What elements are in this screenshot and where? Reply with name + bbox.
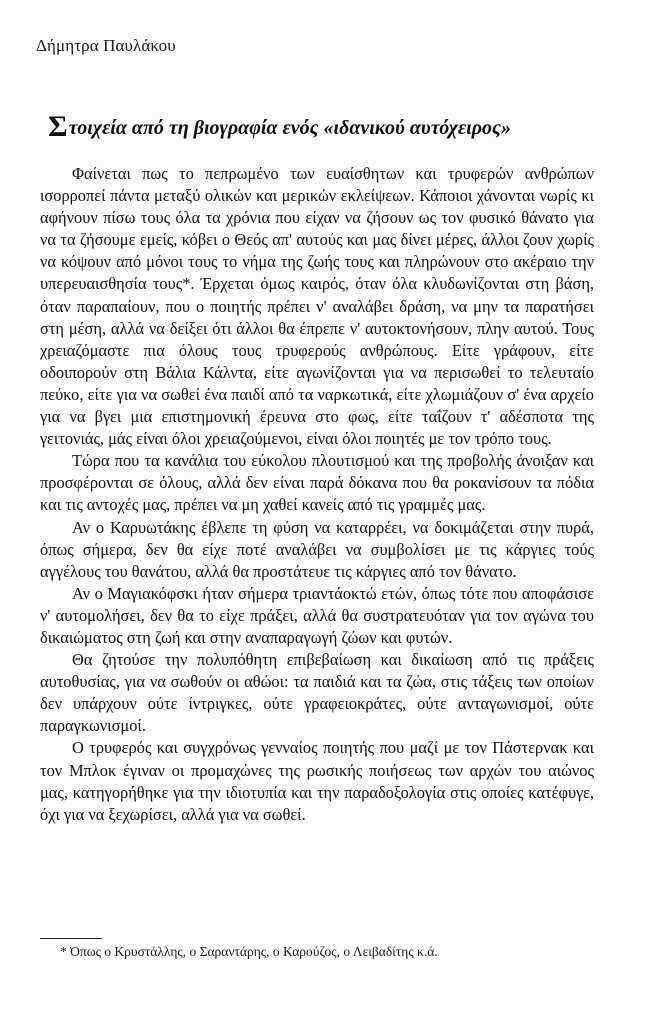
article-title bbox=[48, 112, 608, 142]
body-paragraph-1: Φαίνεται πως το πεπρωμένο των ευαίσθητων και τρυφερών ανθρώπων ισορροπεί πάντα μεταξύ ολικών και μερικών εκλείψεων. Κάποιοι χάνονται νωρίς κι αφήνουν πίσω τους όλα τα χρόνια που είχαν να ζήσουν ως τον φυσικό θάνατο για να τα ζήσουμε εμείς, κόβει ο Θεός απ' αυτούς και μας δίνει μέρες, άλλοι ζουν χωρίς να κόψουν από μόνοι τους το νήμα της ζωής τους και πληρώνουν στο ακέραιο την υπερευαισθησία τους*. Έρχεται όμως καιρός, όταν όλα κλυδωνίζονται στη βάση, όταν παραπαίουν, που ο ποιητής πρέπει ν' αναλάβει δράση, να μην τα παρατήσει στη μέση, αλλά να δείξει ότι άλλοι θα έπρεπε ν' αυτοκτονήσουν, πλην αυτού. Τους χρειαζόμαστε πια όλους τους τρυφερούς ανθρώπους. Είτε γράφουν, είτε οδοιπορούν στη Βάλια Κάλντα, είτε αγωνίζονται για να περισωθεί το τελευταίο πεύκο, είτε για να σωθεί ένα παιδί από τα ναρκωτικά, είτε χλωμιάζουν σ' ένα αρχείο για να βγει μια επιστημονική έρευνα στο φως, είτε ταΐζουν τ' αδέσποτα της γειτονιάς, μάς είναι όλοι χρειαζούμενοι, είναι όλοι ποιητές με τον τρόπο τους. bbox=[40, 164, 594, 449]
footnote: * Όπως ο Κρυστάλλης, ο Σαραντάρης, ο Καρούζος, ο Λειβαδίτης κ.ά. bbox=[60, 944, 438, 959]
body-paragraph-3: Αν ο Καρυωτάκης έβλεπε τη φύση να καταρρέει, να δοκιμάζεται στην πυρά, όπως σήμερα, δεν θα είχε ποτέ αναλάβει να συμβολίσει με τις κάργιες τούς αγγέλους του θανάτου, αλλά θα προστάτευε τις κάργιες από τον θάνατο. bbox=[40, 517, 594, 581]
title-text: τοιχεία από τη βιογραφία ενός «ιδανικού αυτόχειρος» bbox=[68, 117, 511, 139]
body-paragraph-5: Θα ζητούσε την πολυπόθητη επιβεβαίωση και δικαίωση από τις πράξεις αυτοθυσίας, για να σωθούν οι αθώοι: τα παιδιά και τα ζώα, στις τάξεις των οποίων δεν υπάρχουν ούτε ίντριγκες, ούτε γραφειοκράτες, ούτε ανταγωνισμοί, ούτε παραγκωνισμοί. bbox=[40, 650, 594, 736]
body-paragraph-2: Τώρα που τα κανάλια του εύκολου πλουτισμού και της προβολής άνοιξαν και προσφέρονται σε όλους, αλλά δεν είναι παρά δόκανα που θα ροκανίσουν τα πόδια και τις αντοχές μας, πρέπει να μη χαθεί κανείς από τις γραμμές μας. bbox=[40, 451, 594, 515]
body-paragraph-4: Αν ο Μαγιακόφσκι ήταν σήμερα τριαντάοκτώ ετών, όπως τότε που αποφάσισε ν' αυτομολήσει, δεν θα το είχε πράξει, αλλά θα συστρατευόταν για τον αγώνα του δικαιώματος στη ζωή και στην αναπαραγωγή ζώων και φυτών. bbox=[40, 583, 594, 647]
body-paragraph-6: Ο τρυφερός και συγχρόνως γενναίος ποιητής που μαζί με τον Πάστερνακ και τον Μπλοκ έγιναν οι προμαχώνες της ρωσικής ποιήσεως των αρχών του αιώνος μας, κατηγορήθηκε για την ιδιοτυπία και την παραδοξολογία στις οποίες κατέφυγε, όχι για να ξεχωρίσει, αλλά για να σωθεί. bbox=[40, 738, 594, 824]
footnote-divider bbox=[40, 938, 102, 939]
article-body bbox=[40, 163, 594, 826]
running-header-author: Δήμητρα Παυλάκου bbox=[36, 36, 176, 55]
title-drop-initial: Σ bbox=[48, 110, 68, 143]
